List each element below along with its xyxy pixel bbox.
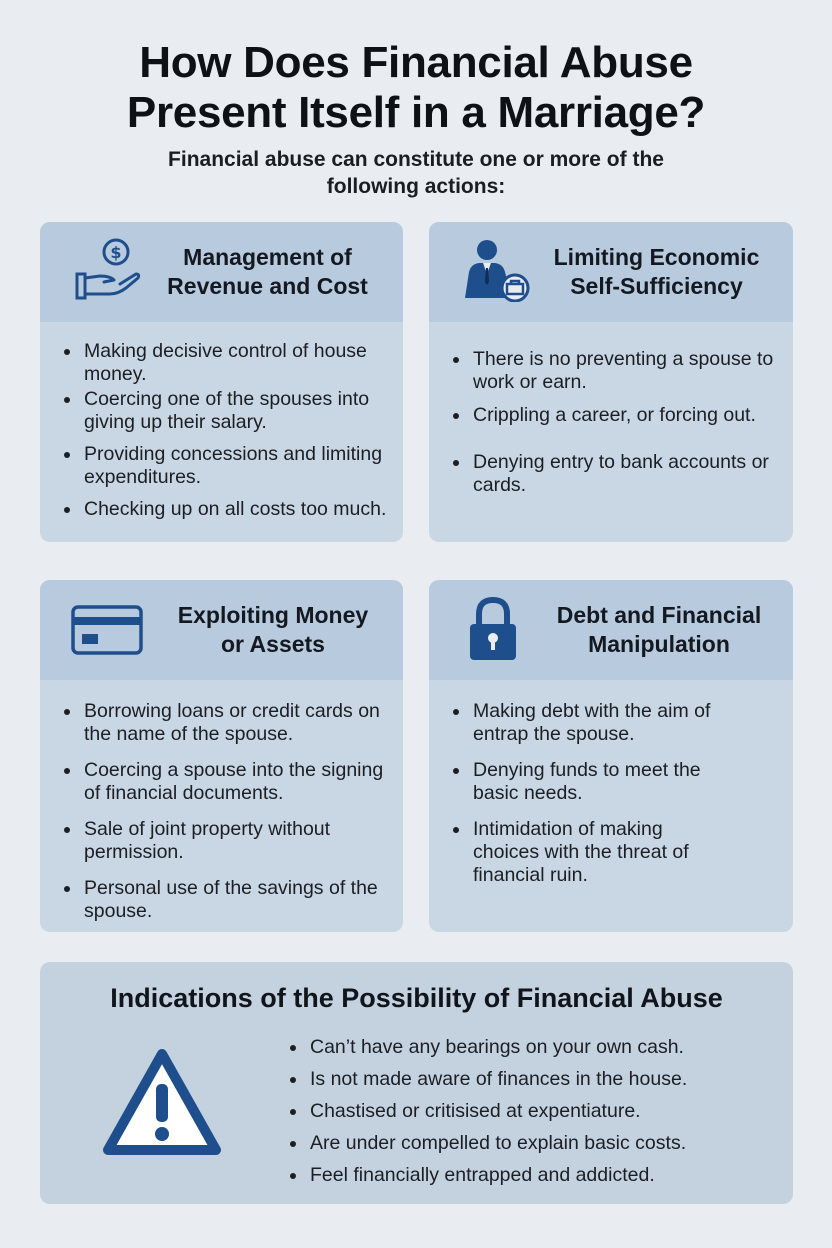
businessman-briefcase-icon <box>459 238 531 302</box>
page-subtitle-line1: Financial abuse can constitute one or more of the <box>168 148 664 171</box>
card-revenue-cost <box>40 222 403 542</box>
page-subtitle <box>0 146 832 200</box>
card-title-line2: Revenue and Cost <box>167 273 368 299</box>
list-item: Is not made aware of finances in the house. <box>286 1068 776 1091</box>
list-item: Borrowing loans or credit cards on the name of the spouse. <box>60 700 395 746</box>
card-title-line1: Debt and Financial <box>556 602 762 628</box>
page-title <box>0 38 832 138</box>
list-item: Making debt with the aim of entrap the spouse. <box>449 700 729 746</box>
card-item-list <box>449 700 729 896</box>
indications-list <box>286 1036 776 1196</box>
list-item: Intimidation of making choices with the threat of financial ruin. <box>449 818 729 887</box>
card-title <box>150 243 385 301</box>
hand-dollar-icon <box>74 236 142 302</box>
list-item: Denying funds to meet the basic needs. <box>449 759 729 805</box>
card-debt-manipulation <box>429 580 793 932</box>
list-item: Sale of joint property without permission. <box>60 818 395 864</box>
svg-text:$: $ <box>110 243 122 262</box>
list-item: Making decisive control of house money. <box>60 340 395 386</box>
card-title <box>539 601 779 659</box>
list-item: Chastised or critisised at expentiature. <box>286 1100 776 1123</box>
card-title-line1: Limiting Economic <box>553 244 760 270</box>
page-subtitle-line2: following actions: <box>326 175 506 198</box>
list-item: Can’t have any bearings on your own cash. <box>286 1036 776 1059</box>
card-title <box>158 601 388 659</box>
list-item: Denying entry to bank accounts or cards. <box>449 451 784 497</box>
credit-card-icon <box>70 602 144 658</box>
list-item: Coercing a spouse into the signing of financial documents. <box>60 759 395 805</box>
indications-panel <box>40 962 793 1204</box>
list-item: There is no preventing a spouse to work or earn. <box>449 348 784 394</box>
page-title-line2: Present Itself in a Marriage? <box>126 88 706 137</box>
card-exploiting-money <box>40 580 403 932</box>
list-item: Crippling a career, or forcing out. <box>449 404 784 427</box>
card-title <box>534 243 779 301</box>
card-title-line2: Manipulation <box>588 631 730 657</box>
card-item-list <box>60 340 395 530</box>
card-title-line2: Self-Sufficiency <box>570 273 743 299</box>
list-item: Providing concessions and limiting expenditures. <box>60 443 395 489</box>
indications-title: Indications of the Possibility of Financial Abuse <box>110 983 723 1013</box>
card-economic-self-sufficiency <box>429 222 793 542</box>
warning-triangle-icon <box>100 1046 224 1158</box>
list-item: Coercing one of the spouses into giving up their salary. <box>60 388 395 434</box>
card-title-line1: Exploiting Money <box>177 602 369 628</box>
padlock-icon <box>467 596 519 662</box>
list-item: Checking up on all costs too much. <box>60 498 395 521</box>
card-title-line1: Management of <box>183 244 352 270</box>
page-title-line1: How Does Financial Abuse <box>139 38 693 87</box>
card-title-line2: or Assets <box>221 631 325 657</box>
list-item: Personal use of the savings of the spouse. <box>60 877 395 923</box>
list-item: Feel financially entrapped and addicted. <box>286 1164 776 1187</box>
card-item-list <box>60 700 395 932</box>
card-item-list <box>449 348 784 506</box>
list-item: Are under compelled to explain basic costs. <box>286 1132 776 1155</box>
